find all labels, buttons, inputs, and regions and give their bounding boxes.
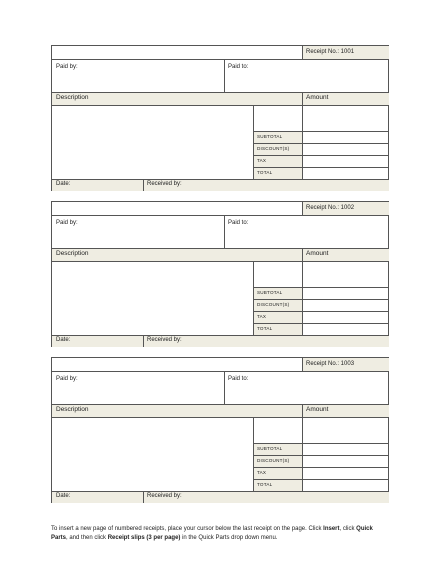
date-label: Date: xyxy=(56,181,71,187)
description-label: Description xyxy=(56,250,89,257)
rule-above-discounts xyxy=(253,143,389,144)
instructions-part2: , click xyxy=(339,526,357,532)
rule-above-description xyxy=(52,92,389,93)
rule-totals-left xyxy=(253,105,254,179)
total-label: TOTAL xyxy=(257,326,273,331)
amount-label: Amount xyxy=(306,94,329,101)
rule-above-tax xyxy=(253,467,389,468)
amount-label: Amount xyxy=(306,406,329,413)
instructions-part4: in the Quick Parts drop down menu. xyxy=(180,535,278,541)
rule-under-header xyxy=(52,371,389,372)
discounts-label: DISCOUNT(S) xyxy=(257,458,290,463)
rule-above-footer xyxy=(52,179,389,180)
rule-under-description xyxy=(52,105,389,106)
discounts-label: DISCOUNT(S) xyxy=(257,302,290,307)
rule-paid-divider xyxy=(224,215,225,248)
paid-to-label: Paid to: xyxy=(228,64,249,70)
rule-above-footer xyxy=(52,491,389,492)
received-by-label: Received by: xyxy=(147,493,182,499)
description-header-row xyxy=(52,248,389,261)
rule-above-subtotal xyxy=(253,443,389,444)
rule-above-subtotal xyxy=(253,287,389,288)
instructions-insert: Insert xyxy=(323,526,340,532)
rule-footer-divider xyxy=(143,179,144,191)
rule-above-footer xyxy=(52,335,389,336)
paid-by-label: Paid by: xyxy=(56,64,78,70)
amount-label: Amount xyxy=(306,250,329,257)
rule-amount-column xyxy=(302,404,303,491)
rule-footer-divider xyxy=(143,335,144,347)
tax-label: TAX xyxy=(257,158,267,163)
rule-above-discounts xyxy=(253,299,389,300)
rule-under-description xyxy=(52,261,389,262)
received-by-label: Received by: xyxy=(147,337,182,343)
discounts-label: DISCOUNT(S) xyxy=(257,146,290,151)
rule-under-header xyxy=(52,215,389,216)
instructions-receipt-slips: Receipt slips (3 per page) xyxy=(107,535,181,541)
rule-receipt-number xyxy=(302,202,303,215)
receipt-slip xyxy=(51,357,389,503)
rule-above-subtotal xyxy=(253,131,389,132)
receipt-slip xyxy=(51,201,389,347)
tax-label: TAX xyxy=(257,314,267,319)
rule-under-description xyxy=(52,417,389,418)
rule-above-description xyxy=(52,404,389,405)
rule-above-tax xyxy=(253,155,389,156)
receipt-number: Receipt No.: 1001 xyxy=(306,49,355,55)
rule-above-tax xyxy=(253,311,389,312)
received-by-label: Received by: xyxy=(147,181,182,187)
rule-footer-divider xyxy=(143,491,144,503)
instructions-part1: To insert a new page of numbered receipts, place your cursor below the last receipt on the page. Click xyxy=(51,526,324,532)
rule-under-header xyxy=(52,59,389,60)
paid-to-label: Paid to: xyxy=(228,220,249,226)
subtotal-label: SUBTOTAL xyxy=(257,134,283,139)
rule-paid-divider xyxy=(224,371,225,404)
rule-above-total xyxy=(253,479,389,480)
subtotal-label: SUBTOTAL xyxy=(257,290,283,295)
rule-amount-column xyxy=(302,92,303,179)
description-header-row xyxy=(52,92,389,105)
receipt-number: Receipt No.: 1003 xyxy=(306,361,355,367)
rule-amount-column xyxy=(302,248,303,335)
rule-totals-left xyxy=(253,261,254,335)
paid-to-label: Paid to: xyxy=(228,376,249,382)
date-label: Date: xyxy=(56,493,71,499)
instructions-part3: , and then click xyxy=(66,535,108,541)
rule-above-total xyxy=(253,167,389,168)
subtotal-label: SUBTOTAL xyxy=(257,446,283,451)
description-label: Description xyxy=(56,94,89,101)
paid-by-label: Paid by: xyxy=(56,220,78,226)
instructions-quick-parts: Quick Parts xyxy=(51,526,373,541)
receipt-slip xyxy=(51,45,389,191)
total-label: TOTAL xyxy=(257,482,273,487)
paid-by-label: Paid by: xyxy=(56,376,78,382)
rule-paid-divider xyxy=(224,59,225,92)
description-label: Description xyxy=(56,406,89,413)
tax-label: TAX xyxy=(257,470,267,475)
rule-totals-left xyxy=(253,417,254,491)
date-label: Date: xyxy=(56,337,71,343)
total-label: TOTAL xyxy=(257,170,273,175)
rule-above-description xyxy=(52,248,389,249)
instructions-text xyxy=(51,525,389,543)
rule-above-discounts xyxy=(253,455,389,456)
rule-receipt-number xyxy=(302,46,303,59)
rule-above-total xyxy=(253,323,389,324)
receipt-number: Receipt No.: 1002 xyxy=(306,205,355,211)
description-header-row xyxy=(52,404,389,417)
rule-receipt-number xyxy=(302,358,303,371)
